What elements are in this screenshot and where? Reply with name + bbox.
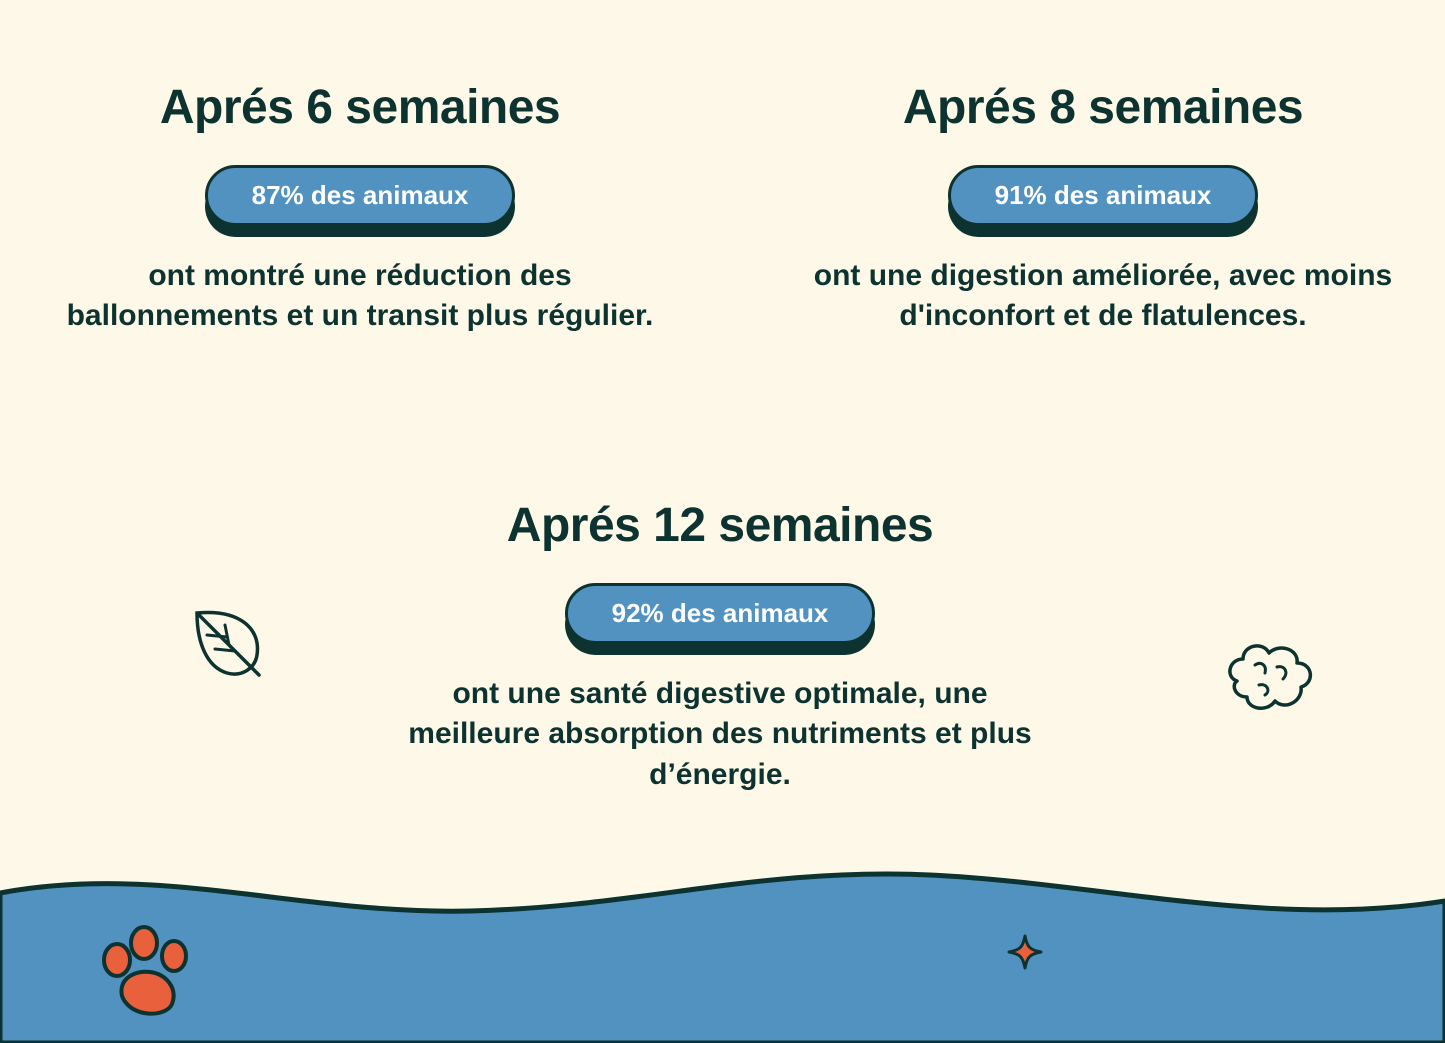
card-title: Aprés 8 semaines — [902, 81, 1304, 134]
card-title: Aprés 6 semaines — [159, 81, 561, 134]
wave-shape — [0, 853, 1445, 1043]
stat-card-after-8-weeks — [783, 82, 1423, 367]
stat-card-after-12-weeks — [400, 500, 1040, 825]
card-description: ont une santé digestive optimale, une meilleure absorption des nutriments et plus d’énergie. — [408, 676, 1032, 791]
badge-percentage: 92% des animaux — [565, 583, 876, 644]
badge-wrapper — [565, 583, 876, 644]
badge-percentage: 91% des animaux — [948, 165, 1259, 226]
stat-card-after-6-weeks — [40, 82, 680, 367]
leaf-icon — [185, 605, 275, 685]
paw-icon — [92, 918, 212, 1028]
star-icon — [1003, 930, 1047, 974]
broccoli-icon — [1215, 635, 1325, 725]
badge-percentage: 87% des animaux — [205, 165, 516, 226]
badge-wrapper — [205, 165, 516, 226]
badge-wrapper — [948, 165, 1259, 226]
card-description: ont une digestion améliorée, avec moins d'inconfort et de flatulences. — [813, 258, 1393, 333]
card-title: Aprés 12 semaines — [506, 499, 934, 552]
card-description: ont montré une réduction des ballonnements et un transit plus régulier. — [66, 258, 654, 333]
